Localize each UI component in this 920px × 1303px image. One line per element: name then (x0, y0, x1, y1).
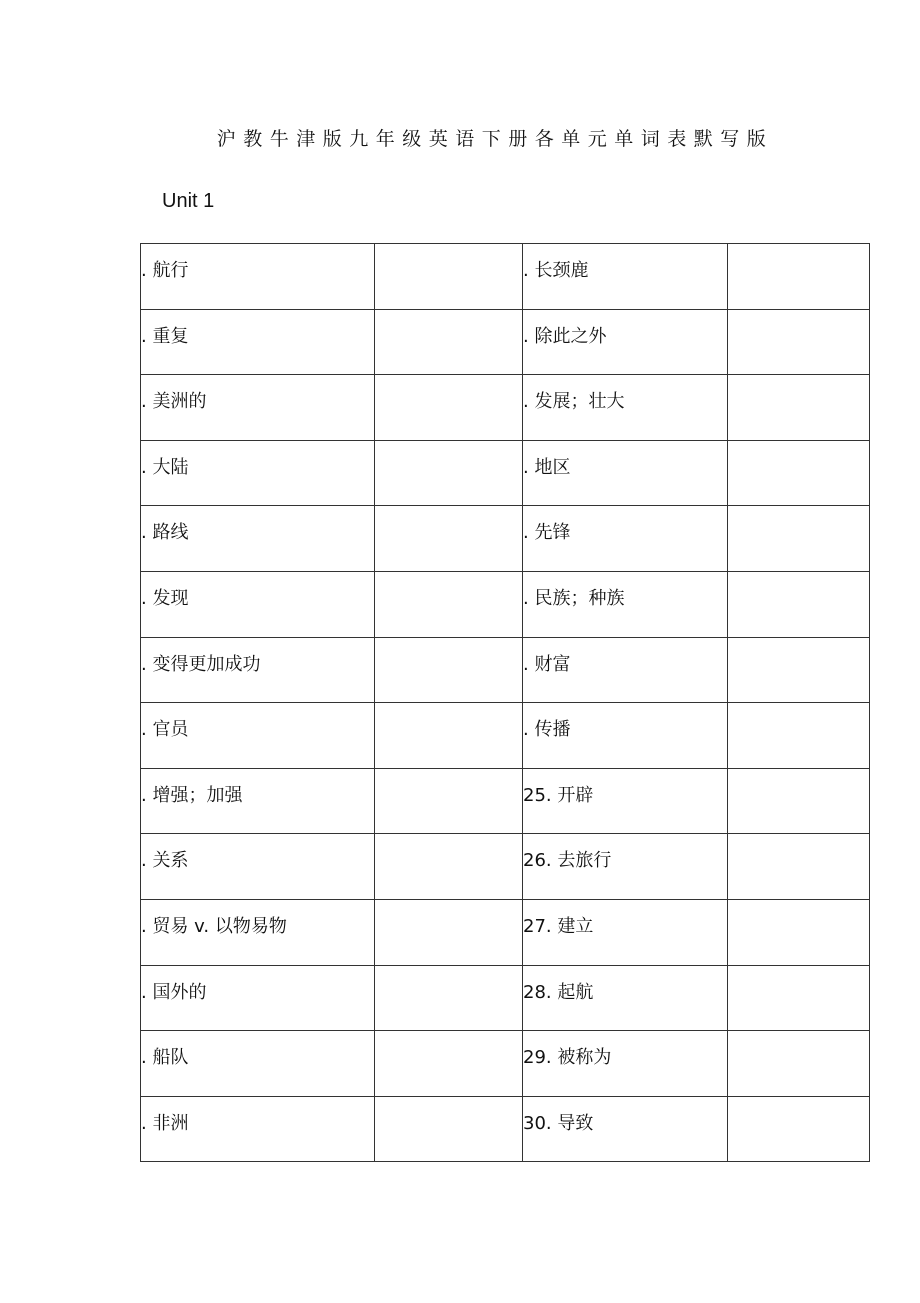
answer-cell[interactable] (375, 506, 523, 572)
chinese-prompt-cell: . 民族；种族 (523, 571, 728, 637)
chinese-prompt-cell: . 大陆 (141, 440, 375, 506)
chinese-prompt-cell: 25. 开辟 (523, 768, 728, 834)
chinese-prompt-cell: . 国外的 (141, 965, 375, 1031)
answer-cell[interactable] (728, 703, 870, 769)
answer-cell[interactable] (375, 834, 523, 900)
chinese-prompt-cell: . 船队 (141, 1031, 375, 1097)
table-row (141, 506, 870, 572)
answer-cell[interactable] (375, 637, 523, 703)
table-row (141, 768, 870, 834)
chinese-prompt-cell: . 贸易 v. 以物易物 (141, 899, 375, 965)
chinese-prompt-cell: . 路线 (141, 506, 375, 572)
answer-cell[interactable] (375, 768, 523, 834)
answer-cell[interactable] (728, 834, 870, 900)
chinese-prompt-cell: . 先锋 (523, 506, 728, 572)
chinese-prompt-cell: . 除此之外 (523, 309, 728, 375)
answer-cell[interactable] (728, 309, 870, 375)
answer-cell[interactable] (728, 965, 870, 1031)
table-row (141, 965, 870, 1031)
answer-cell[interactable] (728, 506, 870, 572)
chinese-prompt-cell: . 官员 (141, 703, 375, 769)
table-row (141, 1031, 870, 1097)
answer-cell[interactable] (728, 899, 870, 965)
chinese-prompt-cell: 27. 建立 (523, 899, 728, 965)
answer-cell[interactable] (728, 768, 870, 834)
unit-heading: Unit 1 (162, 190, 215, 212)
chinese-prompt-cell: . 发展；壮大 (523, 375, 728, 441)
chinese-prompt-cell: . 财富 (523, 637, 728, 703)
chinese-prompt-cell: 26. 去旅行 (523, 834, 728, 900)
chinese-prompt-cell: . 地区 (523, 440, 728, 506)
answer-cell[interactable] (728, 571, 870, 637)
answer-cell[interactable] (375, 1031, 523, 1097)
table-row (141, 899, 870, 965)
answer-cell[interactable] (728, 375, 870, 441)
chinese-prompt-cell: 29. 被称为 (523, 1031, 728, 1097)
chinese-prompt-cell: . 长颈鹿 (523, 244, 728, 310)
answer-cell[interactable] (375, 309, 523, 375)
answer-cell[interactable] (375, 571, 523, 637)
chinese-prompt-cell: . 传播 (523, 703, 728, 769)
chinese-prompt-cell: . 重复 (141, 309, 375, 375)
table-row (141, 244, 870, 310)
table-row (141, 834, 870, 900)
table-row (141, 1096, 870, 1162)
answer-cell[interactable] (375, 1096, 523, 1162)
table-row (141, 309, 870, 375)
chinese-prompt-cell: 28. 起航 (523, 965, 728, 1031)
table-row (141, 571, 870, 637)
answer-cell[interactable] (728, 1031, 870, 1097)
chinese-prompt-cell: . 发现 (141, 571, 375, 637)
table-row (141, 637, 870, 703)
answer-cell[interactable] (728, 440, 870, 506)
document-title: 沪教牛津版九年级英语下册各单元单词表默写版 (216, 128, 774, 150)
chinese-prompt-cell: . 美洲的 (141, 375, 375, 441)
chinese-prompt-cell: . 增强；加强 (141, 768, 375, 834)
answer-cell[interactable] (728, 637, 870, 703)
chinese-prompt-cell: 30. 导致 (523, 1096, 728, 1162)
answer-cell[interactable] (375, 703, 523, 769)
table-row (141, 375, 870, 441)
table-row (141, 440, 870, 506)
chinese-prompt-cell: . 变得更加成功 (141, 637, 375, 703)
answer-cell[interactable] (375, 965, 523, 1031)
answer-cell[interactable] (728, 244, 870, 310)
vocabulary-table (140, 243, 870, 1162)
chinese-prompt-cell: . 关系 (141, 834, 375, 900)
chinese-prompt-cell: . 航行 (141, 244, 375, 310)
answer-cell[interactable] (728, 1096, 870, 1162)
answer-cell[interactable] (375, 899, 523, 965)
table-row (141, 703, 870, 769)
answer-cell[interactable] (375, 244, 523, 310)
answer-cell[interactable] (375, 440, 523, 506)
answer-cell[interactable] (375, 375, 523, 441)
chinese-prompt-cell: . 非洲 (141, 1096, 375, 1162)
